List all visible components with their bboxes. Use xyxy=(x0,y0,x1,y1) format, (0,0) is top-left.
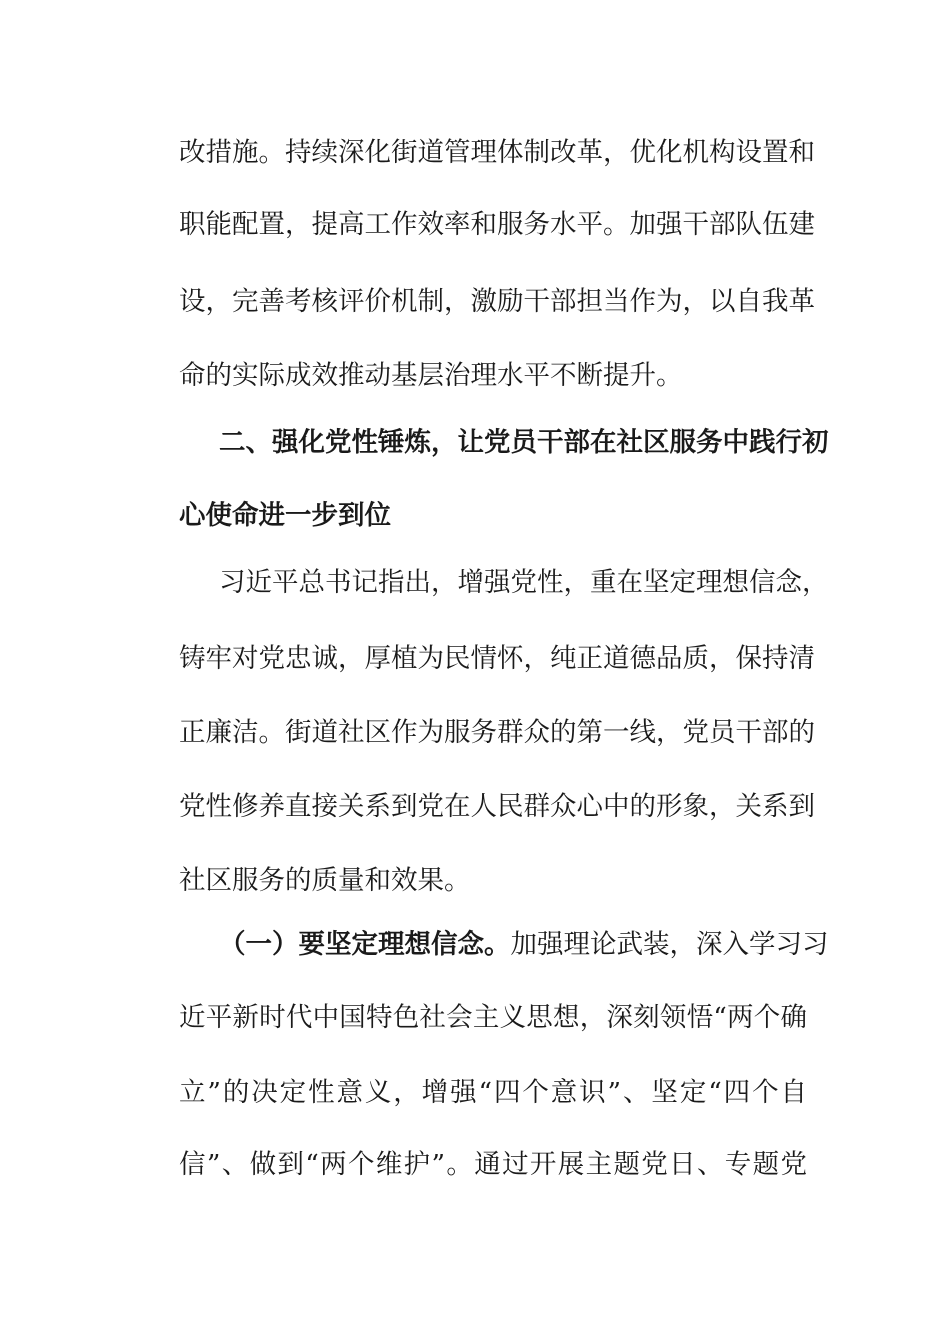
paragraph-3-line-1 xyxy=(219,923,829,967)
paragraph-2-line-5: 社区服务的质量和效果。 xyxy=(179,865,471,896)
section-heading-line-1: 二、强化党性锤炼，让党员干部在社区服务中践行初 xyxy=(219,427,829,458)
paragraph-1-line-4: 命的实际成效推动基层治理水平不断提升。 xyxy=(179,360,683,391)
paragraph-3-lead-heading: （一）要坚定理想信念。 xyxy=(219,929,511,960)
paragraph-1-line-1: 改措施。持续深化街道管理体制改革，优化机构设置和 xyxy=(179,137,815,168)
paragraph-3-line-3: 立”的决定性意义，增强“四个意识”、坚定“四个自 xyxy=(179,1077,807,1108)
paragraph-3-line-2: 近平新时代中国特色社会主义思想，深刻领悟“两个确 xyxy=(179,1002,807,1033)
section-heading-line-2: 心使命进一步到位 xyxy=(179,500,391,531)
paragraph-3-line-4: 信”、做到“两个维护”。通过开展主题党日、专题党 xyxy=(179,1149,807,1180)
paragraph-2-line-3: 正廉洁。街道社区作为服务群众的第一线，党员干部的 xyxy=(179,717,815,748)
paragraph-2-line-1: 习近平总书记指出，增强党性，重在坚定理想信念， xyxy=(219,567,829,598)
paragraph-2-line-4: 党性修养直接关系到党在人民群众心中的形象，关系到 xyxy=(179,791,815,822)
paragraph-1-line-2: 职能配置，提高工作效率和服务水平。加强干部队伍建 xyxy=(179,209,815,240)
paragraph-1-line-3: 设，完善考核评价机制，激励干部担当作为，以自我革 xyxy=(179,286,815,317)
paragraph-3-lead-text: 加强理论武装，深入学习习 xyxy=(510,929,829,960)
paragraph-2-line-2: 铸牢对党忠诚，厚植为民情怀，纯正道德品质，保持清 xyxy=(179,643,815,674)
